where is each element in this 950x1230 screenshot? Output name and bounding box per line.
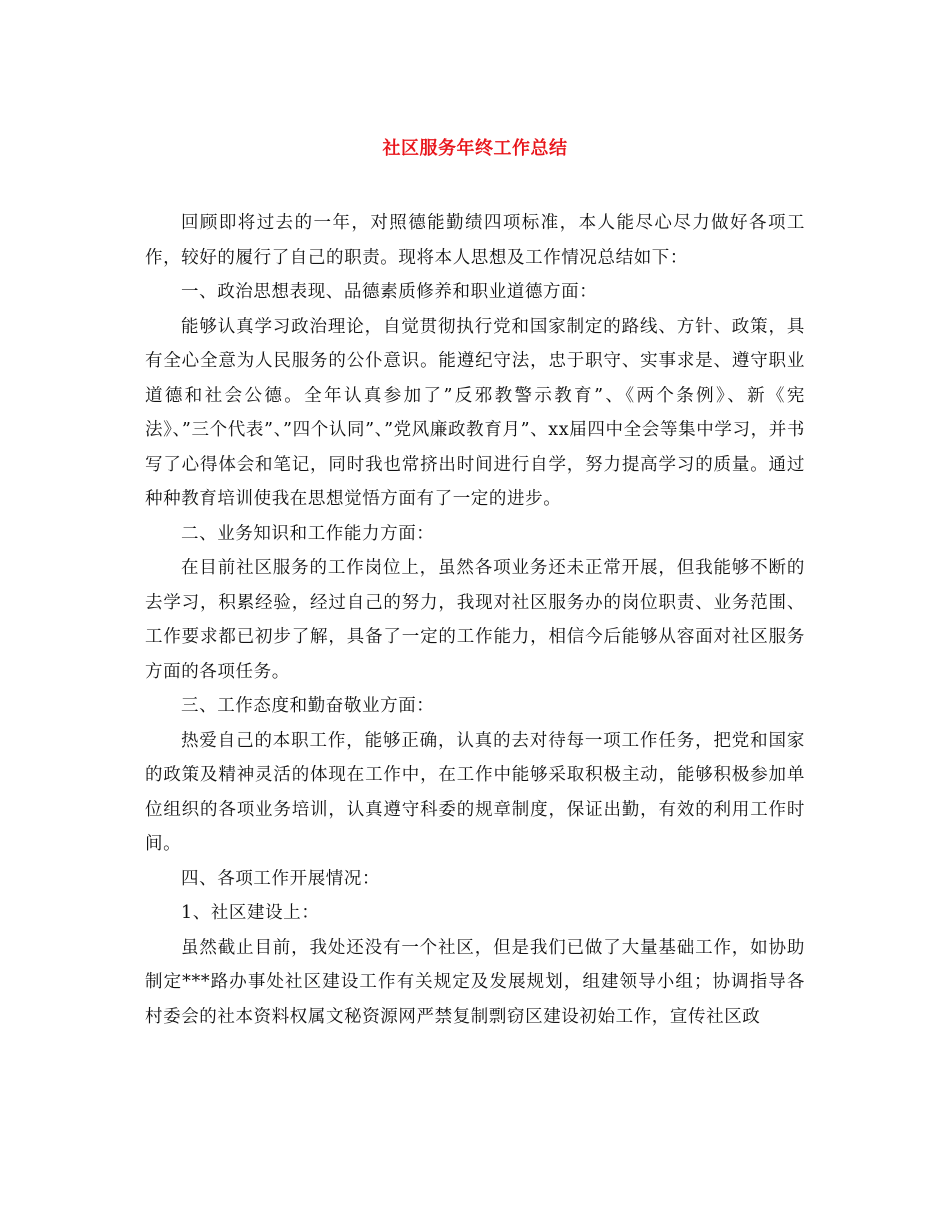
document-title: 社区服务年终工作总结 bbox=[382, 138, 568, 159]
paragraph-intro: 回顾即将过去的一年，对照德能勤绩四项标准，本人能尽心尽力做好各项工作，较好的履行了自己的职责。现将本人思想及工作情况总结如下： bbox=[145, 213, 805, 268]
section-heading-3: 三、工作态度和勤奋敬业方面： bbox=[181, 696, 435, 716]
paragraph-political: 能够认真学习政治理论，自觉贯彻执行党和国家制定的路线、方针、政策，具有全心全意为人民服务的公仆意识。能遵纪守法，忠于职守、实事求是、遵守职业道德和社会公德。全年认真参加了”反邪教警示教育”、《两个条例》、新《宪法》、”三个代表”、”四个认同”、”党风廉政教育月”、xx届四中全会等集中学习，并书写了心得体会和笔记，同时我也常挤出时间进行自学，努力提高学习的质量。通过种种教育培训使我在思想觉悟方面有了一定的进步。 bbox=[145, 316, 805, 509]
paragraph-business: 在目前社区服务的工作岗位上，虽然各项业务还未正常开展，但我能够不断的去学习，积累经验，经过自己的努力，我现对社区服务办的岗位职责、业务范围、工作要求都已初步了解，具备了一定的工作能力，相信今后能够从容面对社区服务方面的各项任务。 bbox=[145, 558, 805, 682]
paragraph-community: 虽然截止目前，我处还没有一个社区，但是我们已做了大量基础工作，如协助制定***路办事处社区建设工作有关规定及发展规划，组建领导小组；协调指导各村委会的社本资料权属文秘资源网严禁复制剽窃区建设初始工作，宣传社区政 bbox=[145, 937, 805, 1027]
document-body bbox=[145, 206, 805, 1034]
section-heading-2: 二、业务知识和工作能力方面： bbox=[181, 523, 435, 544]
section-heading-1: 一、政治思想表现、品德素质修养和职业道德方面： bbox=[181, 282, 598, 302]
subsection-heading-1: 1、社区建设上： bbox=[181, 903, 320, 923]
paragraph-attitude: 热爱自己的本职工作，能够正确，认真的去对待每一项工作任务，把党和国家的政策及精神灵活的体现在工作中，在工作中能够采取积极主动，能够积极参加单位组织的各项业务培训，认真遵守科委的规章制度，保证出勤，有效的利用工作时间。 bbox=[145, 730, 805, 854]
section-heading-4: 四、各项工作开展情况： bbox=[181, 868, 381, 889]
